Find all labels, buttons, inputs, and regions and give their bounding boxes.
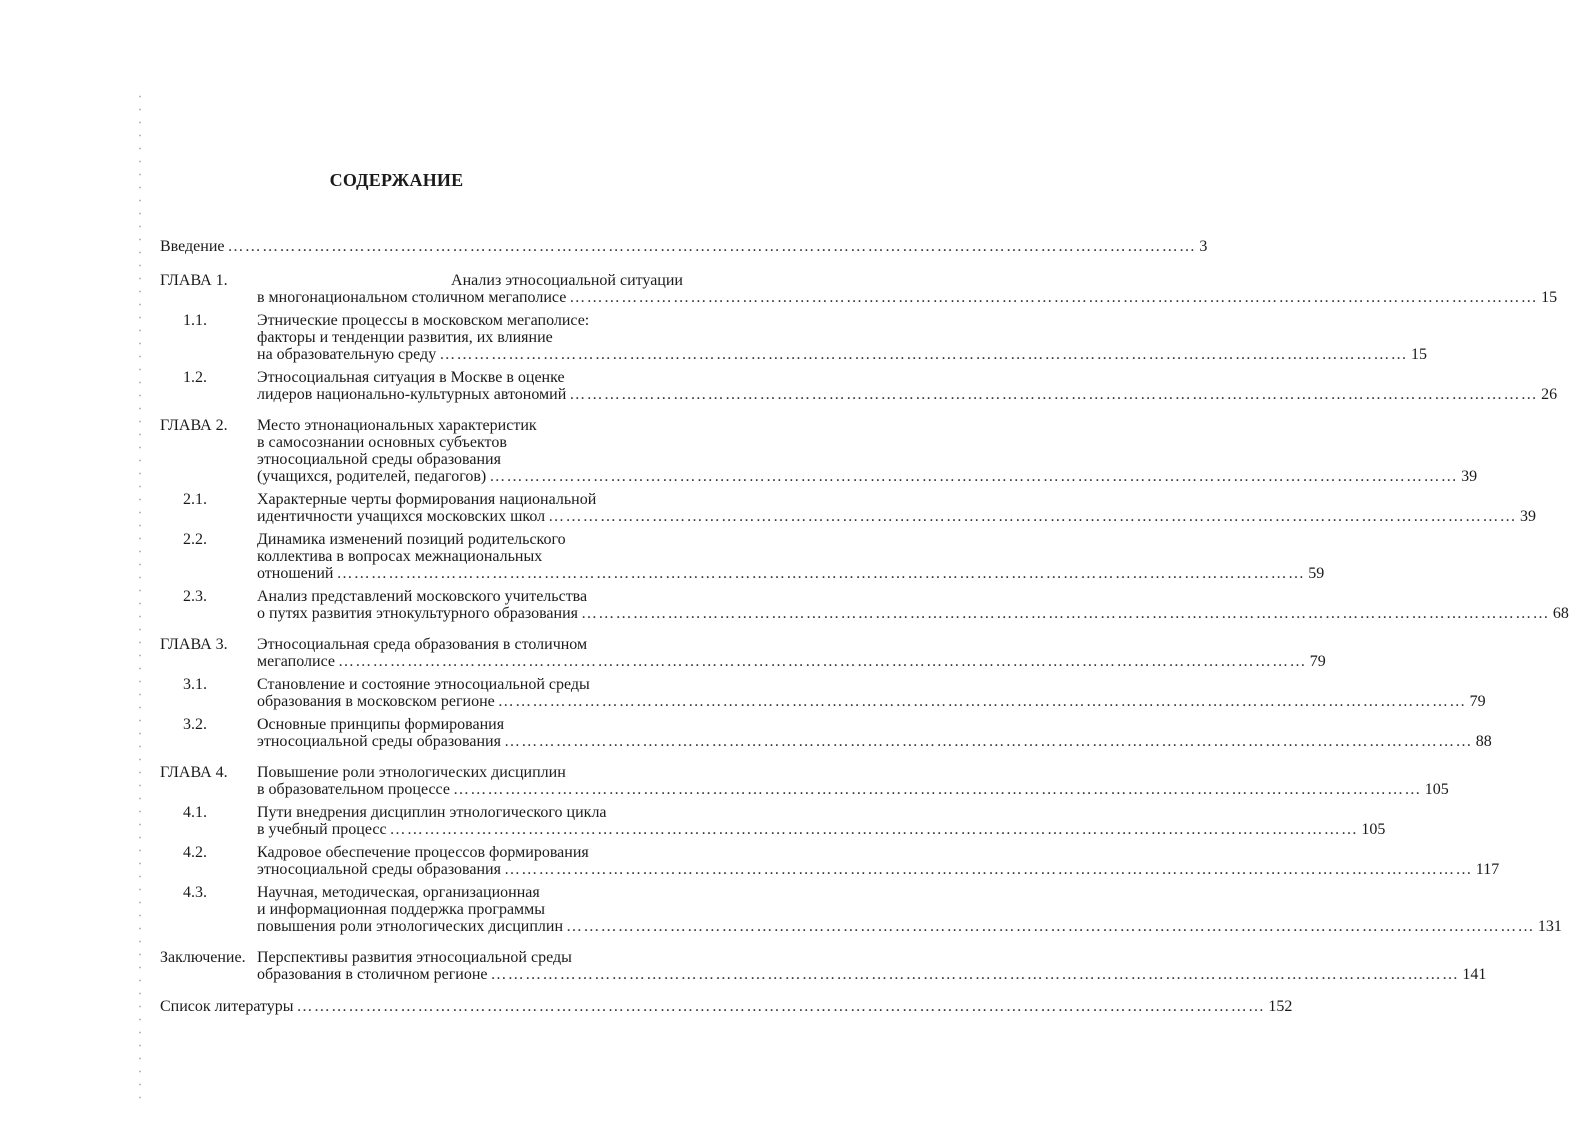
- toc-entry-title: Список литературы: [160, 998, 294, 1015]
- section-number: 3.2.: [183, 716, 207, 733]
- chapter-title-line: (учащихся, родителей, педагогов): [257, 468, 487, 485]
- dot-leader: ……………………………………………………………………………………………………………………………………………………: [296, 998, 1266, 1015]
- page-number: 3: [1199, 238, 1208, 255]
- toc-entry-references[interactable]: [160, 998, 1293, 1015]
- chapter-title-line: Этносоциальная среда образования в столичном: [257, 636, 588, 653]
- dot-leader: ……………………………………………………………………………………………………………………………………………………: [503, 861, 1473, 878]
- page-number: 105: [1424, 781, 1449, 798]
- dot-leader: ……………………………………………………………………………………………………………………………………………………: [452, 781, 1422, 798]
- toc-chapter-3[interactable]: [160, 636, 1326, 670]
- section-title-line: Научная, методическая, организационная: [257, 884, 540, 901]
- toc-section-4-2[interactable]: [160, 844, 1500, 878]
- dot-leader: ……………………………………………………………………………………………………………………………………………………: [336, 565, 1306, 582]
- section-title-line: Характерные черты формирования национальной: [257, 491, 597, 508]
- section-number: 4.3.: [183, 884, 207, 901]
- section-number: 1.2.: [183, 369, 207, 386]
- section-number: 2.2.: [183, 531, 207, 548]
- section-number: 2.3.: [183, 588, 207, 605]
- dot-leader: ……………………………………………………………………………………………………………………………………………………: [503, 733, 1473, 750]
- page-number: 39: [1461, 468, 1478, 485]
- section-title-line: Анализ представлений московского учительства: [257, 588, 588, 605]
- table-of-contents: [160, 238, 1569, 1015]
- page-number: 105: [1361, 821, 1386, 838]
- section-title-line: идентичности учащихся московских школ: [257, 508, 546, 525]
- dot-leader: ……………………………………………………………………………………………………………………………………………………: [389, 821, 1359, 838]
- conclusion-title-line: Перспективы развития этносоциальной среды: [257, 949, 572, 966]
- chapter-title-line: мегаполисе: [257, 653, 335, 670]
- dot-leader: ……………………………………………………………………………………………………………………………………………………: [489, 468, 1459, 485]
- toc-section-4-1[interactable]: [160, 804, 1386, 838]
- page-number: 152: [1268, 998, 1293, 1015]
- section-number: 1.1.: [183, 312, 207, 329]
- chapter-label: ГЛАВА 4.: [160, 764, 228, 781]
- toc-section-1-2[interactable]: [160, 369, 1558, 403]
- page-number: 15: [1411, 346, 1427, 363]
- page-number: 79: [1309, 653, 1326, 670]
- page-title: СОДЕРЖАНИЕ: [329, 170, 464, 190]
- toc-chapter-1[interactable]: [160, 272, 1558, 306]
- page-number: 26: [1541, 386, 1558, 403]
- toc-section-3-2[interactable]: [160, 716, 1492, 750]
- conclusion-title-line: образования в столичном регионе: [257, 966, 488, 983]
- chapter-title-line: Повышение роли этнологических дисциплин: [257, 764, 566, 781]
- binding-margin-dots: [139, 90, 141, 1100]
- page-number: 79: [1469, 693, 1486, 710]
- section-title-line: этносоциальной среды образования: [257, 861, 501, 878]
- dot-leader: ……………………………………………………………………………………………………………………………………………………: [227, 238, 1197, 255]
- section-title-line: о путях развития этнокультурного образования: [257, 605, 578, 622]
- page-number: 131: [1537, 918, 1562, 935]
- dot-leader: ……………………………………………………………………………………………………………………………………………………: [497, 693, 1467, 710]
- section-title-line: Пути внедрения дисциплин этнологического цикла: [257, 804, 607, 821]
- toc-section-4-3[interactable]: [160, 884, 1562, 935]
- dot-leader: ……………………………………………………………………………………………………………………………………………………: [566, 918, 1535, 935]
- section-number: 4.2.: [183, 844, 207, 861]
- dot-leader: ……………………………………………………………………………………………………………………………………………………: [490, 966, 1460, 983]
- section-title-line: лидеров национально-культурных автономий: [257, 386, 567, 403]
- chapter-title-line: Место этнонациональных характеристик: [257, 417, 537, 434]
- page-number: 15: [1541, 289, 1558, 306]
- section-title-line: Этносоциальная ситуация в Москве в оценке: [257, 369, 565, 386]
- chapter-label: ГЛАВА 1.: [160, 272, 228, 289]
- section-title-line: Кадровое обеспечение процессов формирования: [257, 844, 589, 861]
- page-number: 59: [1308, 565, 1325, 582]
- section-number: 4.1.: [183, 804, 207, 821]
- dot-leader: ……………………………………………………………………………………………………………………………………………………: [439, 346, 1408, 363]
- dot-leader: ……………………………………………………………………………………………………………………………………………………: [337, 653, 1307, 670]
- chapter-title-line: в самосознании основных субъектов: [257, 434, 507, 451]
- section-title-line: Этнические процессы в московском мегаполисе:: [257, 312, 590, 329]
- toc-entry-intro[interactable]: [160, 238, 1208, 255]
- section-title-line: факторы и тенденции развития, их влияние: [257, 329, 553, 346]
- page-number: 39: [1519, 508, 1536, 525]
- conclusion-label: Заключение.: [160, 949, 246, 966]
- section-title-line: и информационная поддержка программы: [257, 901, 546, 918]
- section-title-line: образования в московском регионе: [257, 693, 495, 710]
- section-title-line: Основные принципы формирования: [257, 716, 505, 733]
- toc-entry-title: Введение: [160, 238, 225, 255]
- toc-chapter-4[interactable]: [160, 764, 1449, 798]
- section-number: 2.1.: [183, 491, 207, 508]
- toc-section-2-3[interactable]: [160, 588, 1569, 622]
- toc-section-2-1[interactable]: [160, 491, 1536, 525]
- dot-leader: ……………………………………………………………………………………………………………………………………………………: [581, 605, 1550, 622]
- chapter-title-line: этносоциальной среды образования: [257, 451, 501, 468]
- page-number: 117: [1475, 861, 1500, 878]
- dot-leader: ……………………………………………………………………………………………………………………………………………………: [548, 508, 1517, 525]
- section-title-line: Становление и состояние этносоциальной среды: [257, 676, 590, 693]
- dot-leader: ……………………………………………………………………………………………………………………………………………………: [569, 289, 1539, 306]
- chapter-label: ГЛАВА 2.: [160, 417, 228, 434]
- chapter-title-line: в образовательном процессе: [257, 781, 450, 798]
- section-title-line: повышения роли этнологических дисциплин: [257, 918, 564, 935]
- section-number: 3.1.: [183, 676, 207, 693]
- dot-leader: ……………………………………………………………………………………………………………………………………………………: [569, 386, 1539, 403]
- page-number: 141: [1462, 966, 1487, 983]
- toc-entry-conclusion[interactable]: [160, 949, 1487, 983]
- section-title-line: этносоциальной среды образования: [257, 733, 501, 750]
- section-title-line: отношений: [257, 565, 334, 582]
- page-number: 88: [1475, 733, 1492, 750]
- section-title-line: Динамика изменений позиций родительского: [257, 531, 566, 548]
- chapter-title-line: Анализ этносоциальной ситуации: [451, 272, 683, 289]
- section-title-line: в учебный процесс: [257, 821, 387, 838]
- toc-section-2-2[interactable]: [160, 531, 1325, 582]
- chapter-title-line: в многонациональном столичном мегаполисе: [257, 289, 567, 306]
- toc-chapter-2[interactable]: [160, 417, 1478, 485]
- section-title-line: на образовательную среду: [257, 346, 437, 363]
- toc-section-1-1[interactable]: [160, 312, 1427, 363]
- chapter-label: ГЛАВА 3.: [160, 636, 228, 653]
- toc-section-3-1[interactable]: [160, 676, 1486, 710]
- section-title-line: коллектива в вопросах межнациональных: [257, 548, 543, 565]
- page-number: 68: [1552, 605, 1569, 622]
